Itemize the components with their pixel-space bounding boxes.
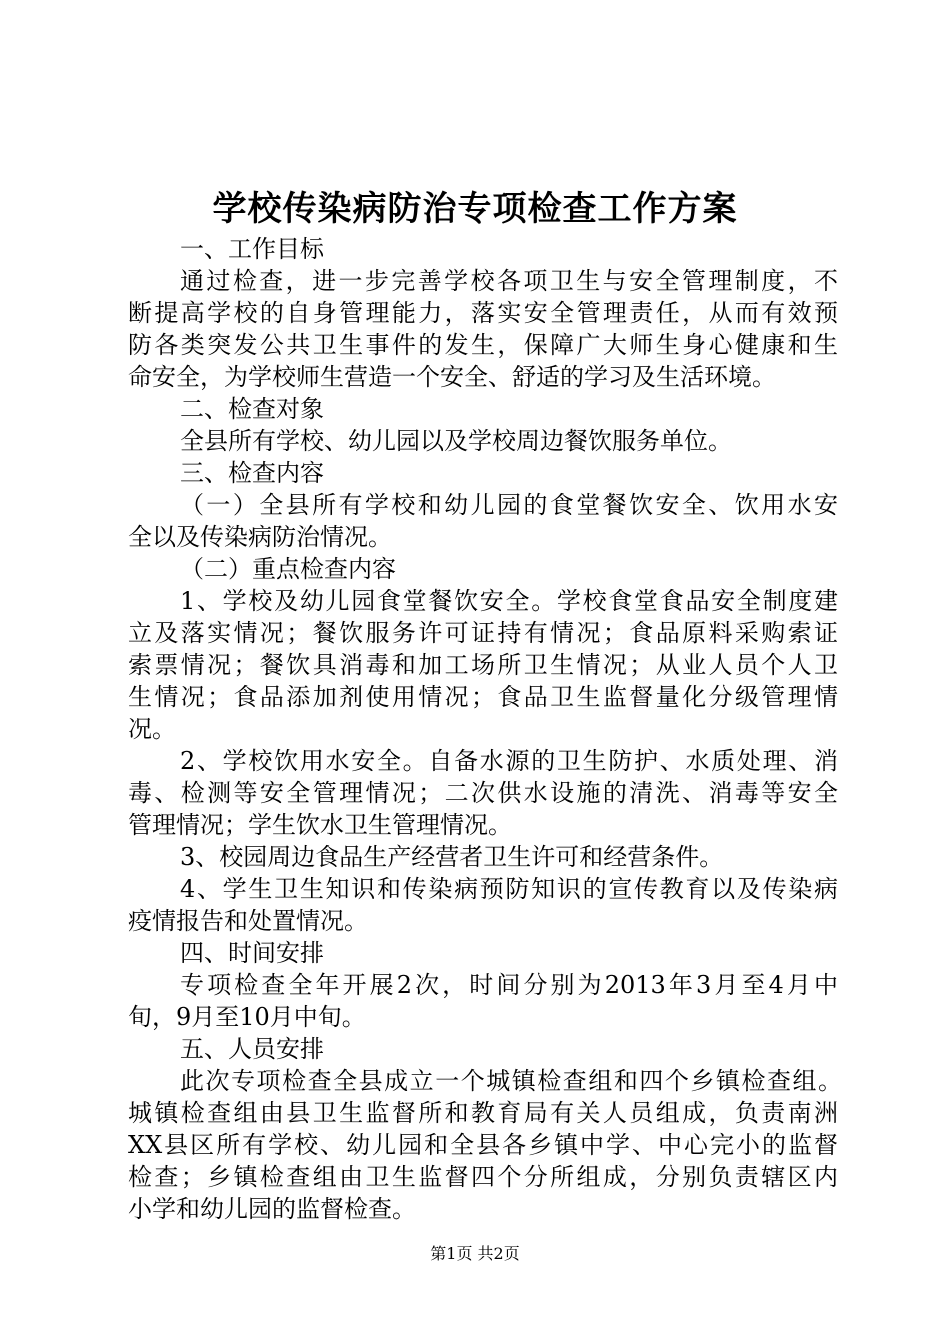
paragraph-line: 专项检查全年开展2次，时间分别为2013年3月至4月中: [180, 971, 838, 999]
paragraph-line: 管理情况；学生饮水卫生管理情况。: [128, 811, 512, 839]
paragraph-line: 旬，9月至10月中旬。: [128, 1003, 366, 1031]
paragraph-line: 疫情报告和处置情况。: [128, 907, 368, 935]
paragraph-line: 小学和幼儿园的监督检查。: [128, 1195, 416, 1223]
paragraph-line: 断提高学校的自身管理能力，落实安全管理责任，从而有效预: [128, 299, 838, 327]
paragraph-line: 3、校园周边食品生产经营者卫生许可和经营条件。: [180, 843, 724, 871]
section-heading: 一、工作目标: [180, 235, 324, 263]
subsection-heading: （二）重点检查内容: [180, 555, 396, 583]
section-heading: 五、人员安排: [180, 1035, 324, 1063]
paragraph-line: 毒、检测等安全管理情况；二次供水设施的清洗、消毒等安全: [128, 779, 838, 807]
paragraph-line: 4、学生卫生知识和传染病预防知识的宣传教育以及传染病: [180, 875, 838, 903]
paragraph-line: XX县区所有学校、幼儿园和全县各乡镇中学、中心完小的监督: [128, 1131, 838, 1159]
paragraph-line: 立及落实情况；餐饮服务许可证持有情况；食品原料采购索证: [128, 619, 838, 647]
document-title: 学校传染病防治专项检查工作方案: [212, 189, 738, 229]
paragraph-line: 索票情况；餐饮具消毒和加工场所卫生情况；从业人员个人卫: [128, 651, 838, 679]
paragraph-line: 全以及传染病防治情况。: [128, 523, 392, 551]
paragraph-line: 防各类突发公共卫生事件的发生，保障广大师生身心健康和生: [128, 331, 838, 359]
paragraph-line: 此次专项检查全县成立一个城镇检查组和四个乡镇检查组。: [180, 1067, 842, 1095]
paragraph-line: 全县所有学校、幼儿园以及学校周边餐饮服务单位。: [180, 427, 732, 455]
paragraph-line: 2、学校饮用水安全。自备水源的卫生防护、水质处理、消: [180, 747, 838, 775]
section-heading: 四、时间安排: [180, 939, 324, 967]
paragraph-line: 况。: [128, 715, 176, 743]
paragraph-line: 城镇检查组由县卫生监督所和教育局有关人员组成，负责南洲: [128, 1099, 838, 1127]
section-heading: 二、检查对象: [180, 395, 324, 423]
paragraph-line: （一）全县所有学校和幼儿园的食堂餐饮安全、饮用水安: [180, 491, 838, 519]
page-number: 第1页 共2页: [430, 1244, 520, 1263]
paragraph-line: 检查；乡镇检查组由卫生监督四个分所组成，分别负责辖区内: [128, 1163, 838, 1191]
paragraph-line: 通过检查，进一步完善学校各项卫生与安全管理制度，不: [180, 267, 838, 295]
section-heading: 三、检查内容: [180, 459, 324, 487]
paragraph-line: 1、学校及幼儿园食堂餐饮安全。学校食堂食品安全制度建: [180, 587, 838, 615]
paragraph-line: 命安全，为学校师生营造一个安全、舒适的学习及生活环境。: [128, 363, 776, 391]
paragraph-line: 生情况；食品添加剂使用情况；食品卫生监督量化分级管理情: [128, 683, 838, 711]
